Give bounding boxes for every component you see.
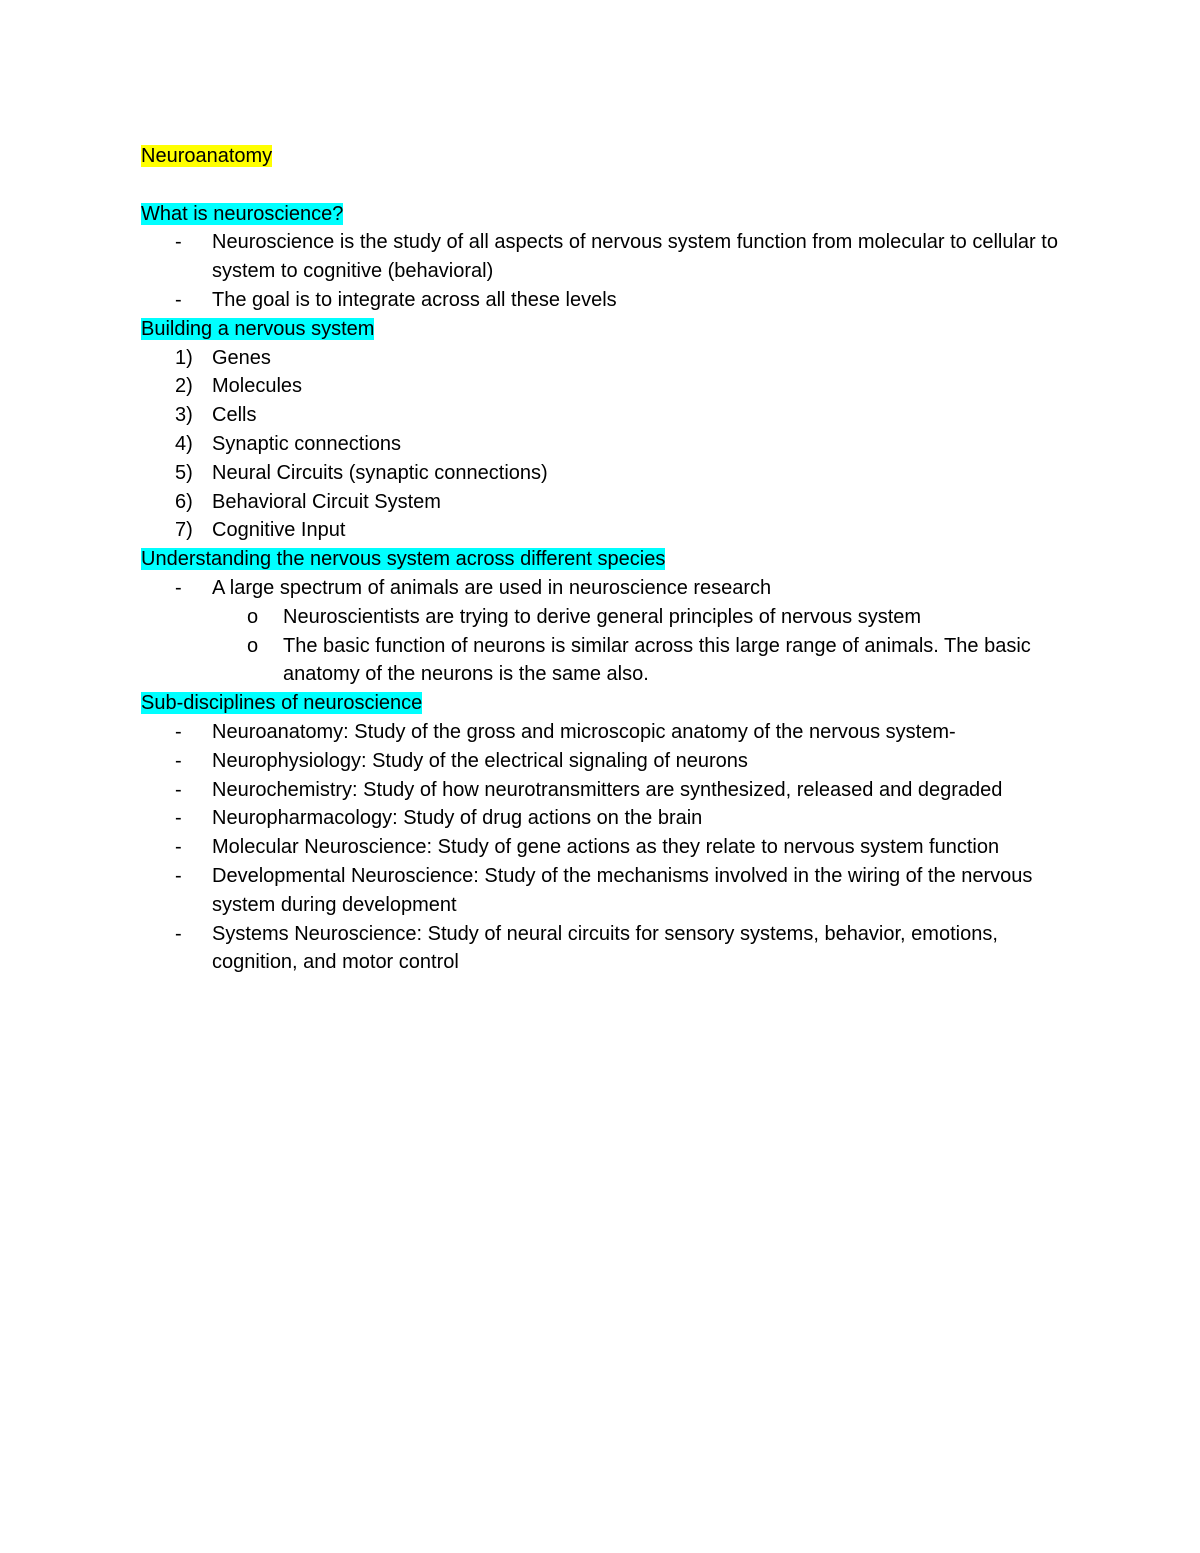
list-item-text: Cognitive Input	[212, 519, 346, 542]
list-item-text: A large spectrum of animals are used in neuroscience research	[212, 576, 772, 599]
list-item	[141, 488, 1071, 517]
sub-list-item	[141, 632, 1071, 690]
sub-list-item-text: Neuroscientists are trying to derive general principles of nervous system	[283, 605, 922, 628]
list-item	[141, 833, 1071, 862]
section-heading-across-species	[141, 545, 1071, 574]
list-item	[141, 344, 1071, 373]
blank-line	[141, 171, 1071, 200]
list-item	[141, 804, 1071, 833]
list-item-text: Synaptic connections	[212, 432, 402, 455]
list-item	[141, 228, 1071, 286]
list-item-text: Neurophysiology: Study of the electrical signaling of neurons	[212, 749, 748, 772]
section-heading-building-nervous-system	[141, 315, 1071, 344]
dash-marker: -	[175, 807, 182, 830]
dash-marker: -	[175, 864, 182, 887]
section-heading-text: What is neuroscience?	[141, 202, 344, 225]
list-item	[141, 372, 1071, 401]
numbered-list	[141, 344, 1071, 546]
list-item	[141, 516, 1071, 545]
list-item-text: Systems Neuroscience: Study of neural circuits for sensory systems, behavior, emotions, cognition, and motor control	[212, 922, 998, 974]
list-item-text: Developmental Neuroscience: Study of the mechanisms involved in the wiring of the nervous system during development	[212, 864, 1033, 916]
list-item-text: Genes	[212, 346, 271, 369]
list-item	[141, 718, 1071, 747]
dash-marker: -	[175, 720, 182, 743]
list-item-text: Neuroscience is the study of all aspects of nervous system function from molecular to cellular to system to cognitive (behavioral)	[212, 231, 1058, 283]
section-heading-what-is-neuroscience	[141, 200, 1071, 229]
list-item	[141, 286, 1071, 315]
dash-list	[141, 228, 1071, 314]
sub-list-item-text: The basic function of neurons is similar across this large range of animals. The basic anatomy of the neurons is the same also.	[283, 634, 1031, 686]
document-content	[141, 142, 1071, 977]
list-item	[141, 776, 1071, 805]
list-item	[141, 459, 1071, 488]
list-item	[141, 920, 1071, 978]
list-item	[141, 430, 1071, 459]
dash-marker: -	[175, 231, 182, 254]
list-item-text: Molecules	[212, 375, 303, 398]
number-marker: 5)	[175, 461, 193, 484]
dash-marker: -	[175, 288, 182, 311]
list-item-text: Behavioral Circuit System	[212, 490, 441, 513]
dash-marker: -	[175, 749, 182, 772]
list-item	[141, 574, 1071, 689]
section-heading-text: Sub-disciplines of neuroscience	[141, 692, 423, 715]
section-heading-text: Building a nervous system	[141, 317, 375, 340]
dash-marker: -	[175, 922, 182, 945]
list-item-text: Molecular Neuroscience: Study of gene actions as they relate to nervous system function	[212, 836, 1000, 859]
section-heading-sub-disciplines	[141, 689, 1071, 718]
number-marker: 6)	[175, 490, 193, 513]
list-item	[141, 862, 1071, 920]
list-item-text: Neuroanatomy: Study of the gross and microscopic anatomy of the nervous system-	[212, 720, 956, 743]
dash-marker: -	[175, 576, 182, 599]
document-title: Neuroanatomy	[141, 145, 273, 167]
document-title-line	[141, 142, 1071, 171]
list-item	[141, 401, 1071, 430]
number-marker: 3)	[175, 404, 193, 427]
dash-list	[141, 574, 1071, 689]
list-item-text: Neuropharmacology: Study of drug actions on the brain	[212, 807, 703, 830]
number-marker: 2)	[175, 375, 193, 398]
dash-marker: -	[175, 778, 182, 801]
list-item-text: Neural Circuits (synaptic connections)	[212, 461, 548, 484]
number-marker: 7)	[175, 519, 193, 542]
circle-bullet-icon: o	[247, 634, 259, 657]
dash-list	[141, 718, 1071, 977]
number-marker: 4)	[175, 432, 193, 455]
dash-marker: -	[175, 836, 182, 859]
sub-list-item	[141, 603, 1071, 632]
section-heading-text: Understanding the nervous system across different species	[141, 548, 666, 571]
sub-list	[141, 603, 1071, 689]
number-marker: 1)	[175, 346, 193, 369]
list-item	[141, 747, 1071, 776]
list-item-text: The goal is to integrate across all these levels	[212, 288, 617, 311]
list-item-text: Cells	[212, 404, 257, 427]
list-item-text: Neurochemistry: Study of how neurotransmitters are synthesized, released and degraded	[212, 778, 1003, 801]
circle-bullet-icon: o	[247, 605, 259, 628]
